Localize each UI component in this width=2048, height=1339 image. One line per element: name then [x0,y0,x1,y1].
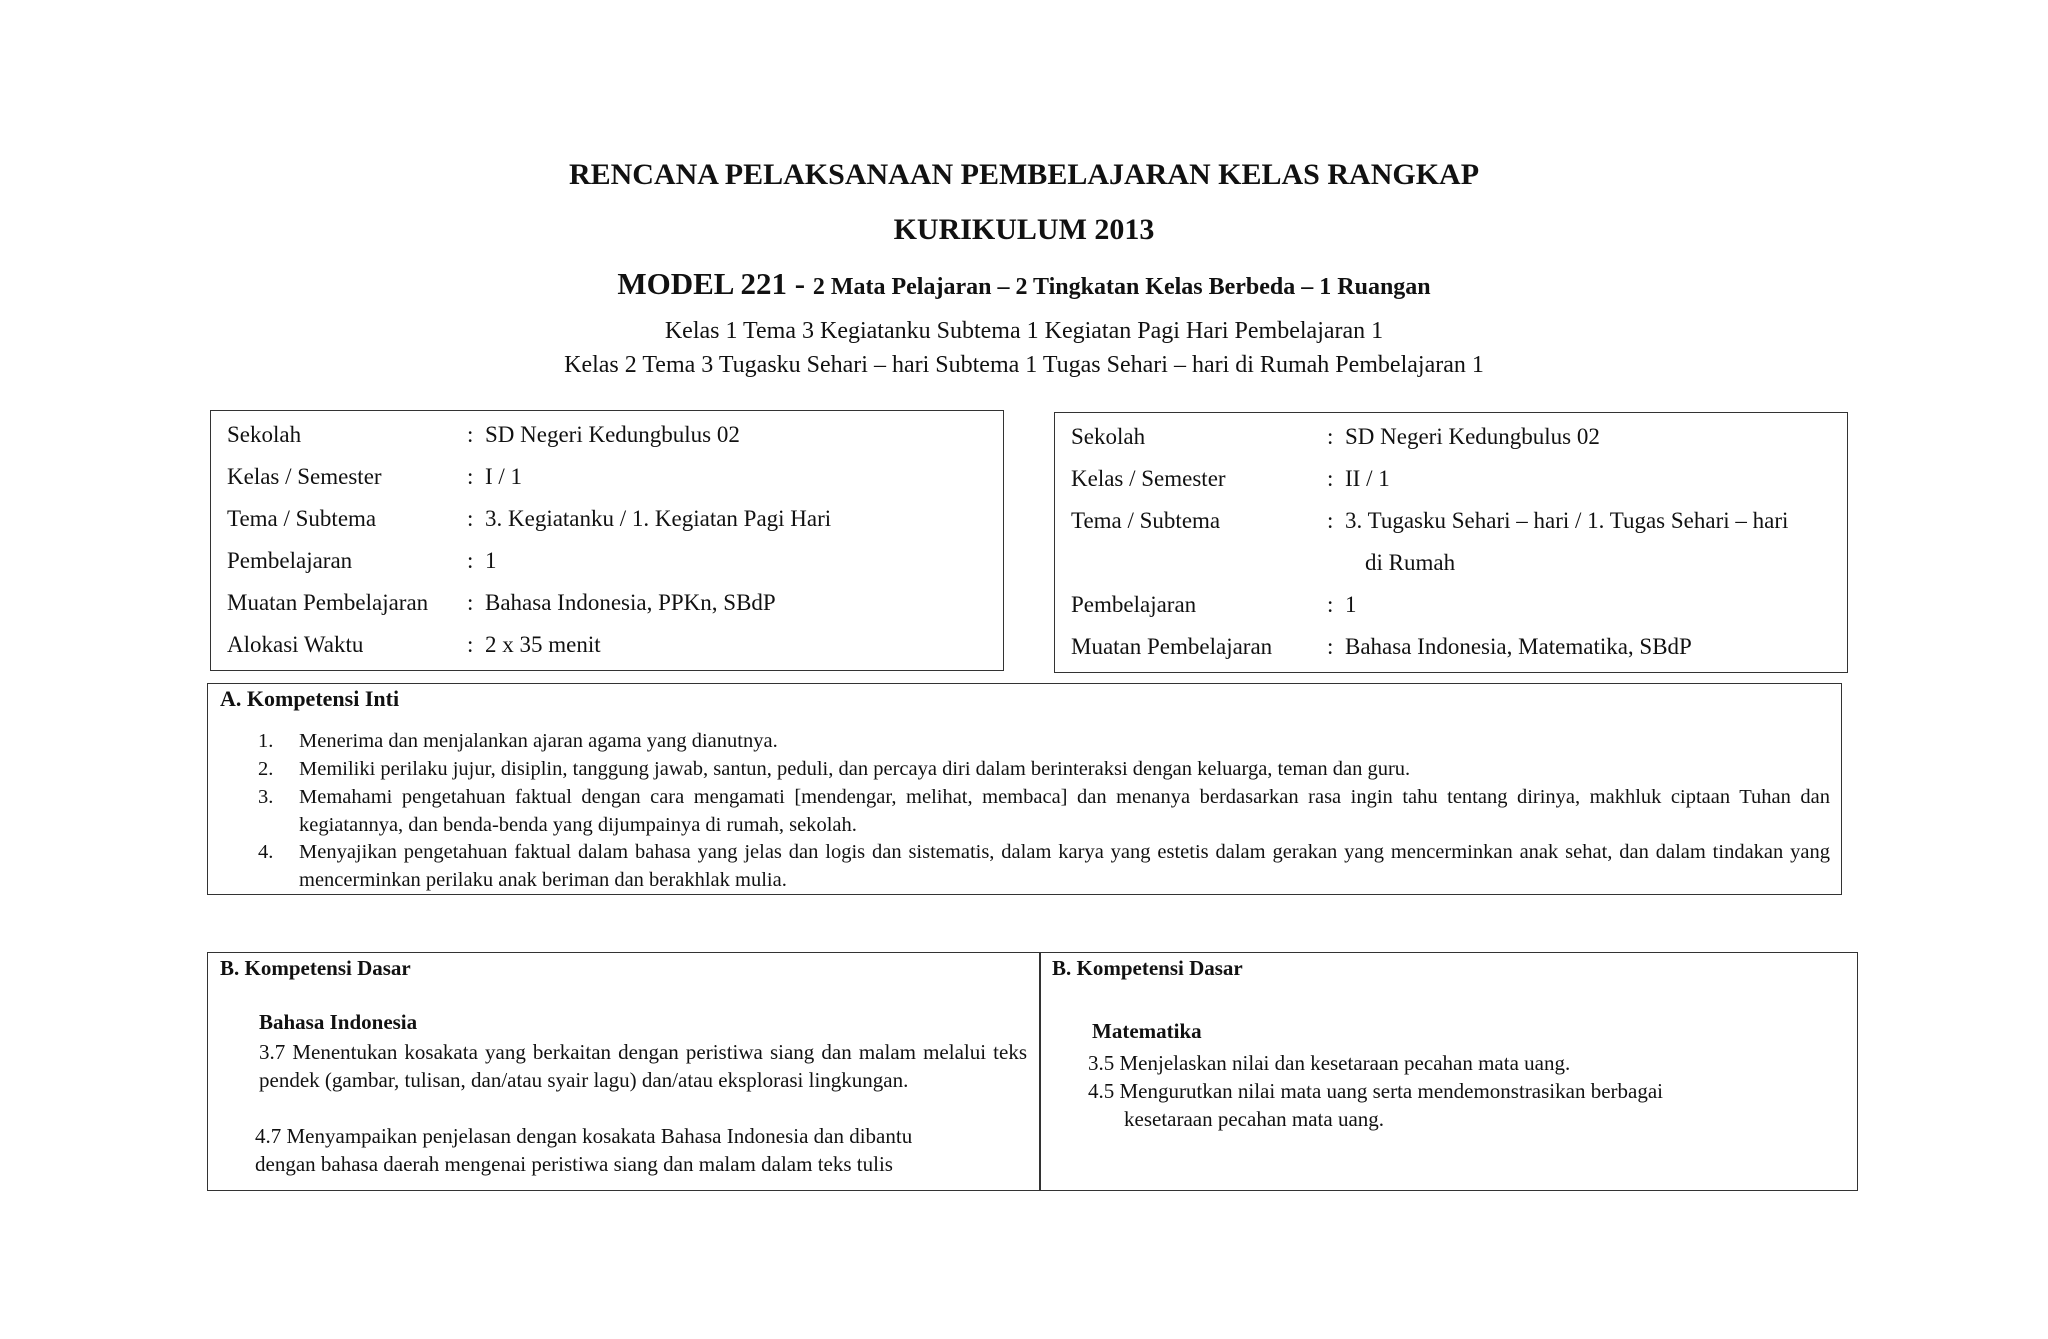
subject-matematika: Matematika [1092,1019,1202,1043]
info-colon: : [1327,508,1334,533]
subject-bahasa-indonesia: Bahasa Indonesia [259,1010,418,1034]
info-box-class1 [210,410,1004,671]
item-text: Menerima dan menjalankan ajaran agama yang dianutnya. [299,730,778,752]
info-label: Sekolah [227,422,302,447]
info-value: 1 [1345,592,1357,617]
info-label: Tema / Subtema [1071,508,1221,533]
info-colon: : [467,548,474,573]
info-label: Kelas / Semester [227,464,382,489]
item-number: 2. [258,758,274,780]
item-text: Memahami pengetahuan faktual dengan cara mengamati [mendengar, melihat, membaca] dan menanya berdasarkan rasa ingin tahu tentang dirinya, makhluk ciptaan Tuhan dan kegiatannya, dan benda-benda yang dijumpainya di rumah, sekolah. [299,786,1830,836]
kd-item-4-7-line2: dengan bahasa daerah mengenai peristiwa siang dan malam dalam teks tulis [255,1152,893,1176]
model-prefix: MODEL 221 - [617,266,813,301]
kompetensi-inti-heading: A. Kompetensi Inti [220,686,400,711]
kompetensi-dasar-heading-left: B. Kompetensi Dasar [220,956,411,980]
info-colon: : [467,590,474,615]
info-value-continuation: di Rumah [1365,550,1456,575]
kd-item-4-7-line1: 4.7 Menyampaikan penjelasan dengan kosakata Bahasa Indonesia dan dibantu [255,1124,913,1148]
kompetensi-inti-item [258,756,1830,784]
item-text: Menyajikan pengetahuan faktual dalam bahasa yang jelas dan logis dan sistematis, dalam karya yang estetis dalam gerakan yang mencerminkan anak sehat, dan dalam tindakan yang mencerminkan perilaku anak beriman dan berakhlak mulia. [299,841,1830,891]
info-value: Bahasa Indonesia, PPKn, SBdP [485,590,776,615]
info-value: 3. Tugasku Sehari – hari / 1. Tugas Sehari – hari [1345,508,1789,533]
info-label: Tema / Subtema [227,506,377,531]
class1-subtitle: Kelas 1 Tema 3 Kegiatanku Subtema 1 Kegiatan Pagi Hari Pembelajaran 1 [664,318,1384,344]
kompetensi-inti-item [258,839,1830,895]
info-colon: : [467,506,474,531]
info-value: Bahasa Indonesia, Matematika, SBdP [1345,634,1692,659]
kompetensi-inti-item [258,728,1830,756]
kd-item-3-5: 3.5 Menjelaskan nilai dan kesetaraan pecahan mata uang. [1088,1051,1571,1075]
info-label: Pembelajaran [1071,592,1197,617]
kompetensi-inti-item [258,784,1830,840]
info-value: I / 1 [485,464,523,489]
info-colon: : [1327,424,1334,449]
item-number: 1. [258,730,274,752]
info-colon: : [467,464,474,489]
info-value: SD Negeri Kedungbulus 02 [1345,424,1600,449]
item-text: Memiliki perilaku jujur, disiplin, tanggung jawab, santun, peduli, dan percaya diri dalam berinteraksi dengan keluarga, teman dan guru. [299,758,1411,780]
kd-item-4-5-line1: 4.5 Mengurutkan nilai mata uang serta mendemonstrasikan berbagai [1088,1079,1663,1103]
kd-item-3-7: 3.7 Menentukan kosakata yang berkaitan dengan peristiwa siang dan malam melalui teks pendek (gambar, tulisan, dan/atau syair lagu) dan/atau eksplorasi lingkungan. [259,1040,1027,1092]
info-value: 1 [485,548,497,573]
item-number: 4. [258,841,274,863]
info-colon: : [467,632,474,657]
info-label: Pembelajaran [227,548,353,573]
class2-subtitle: Kelas 2 Tema 3 Tugasku Sehari – hari Subtema 1 Tugas Sehari – hari di Rumah Pembelajaran 1 [564,352,1484,378]
info-label: Sekolah [1071,424,1146,449]
info-colon: : [1327,466,1334,491]
item-number: 3. [258,786,274,808]
curriculum-title: KURIKULUM 2013 [893,213,1155,246]
info-value: II / 1 [1345,466,1390,491]
model-description: 2 Mata Pelajaran – 2 Tingkatan Kelas Berbeda – 1 Ruangan [812,274,1431,300]
table-divider [1039,952,1041,1191]
info-label: Kelas / Semester [1071,466,1226,491]
info-colon: : [467,422,474,447]
info-label: Alokasi Waktu [227,632,364,657]
info-value: SD Negeri Kedungbulus 02 [485,422,740,447]
kompetensi-dasar-heading-right: B. Kompetensi Dasar [1052,956,1243,980]
info-label: Muatan Pembelajaran [227,590,429,615]
info-label: Muatan Pembelajaran [1071,634,1273,659]
document-title: RENCANA PELAKSANAAN PEMBELAJARAN KELAS RANGKAP [568,158,1480,191]
kd-item-4-5-line2: kesetaraan pecahan mata uang. [1124,1107,1385,1131]
info-colon: : [1327,592,1334,617]
model-title [0,266,2048,302]
info-box-class2 [1054,412,1848,673]
info-colon: : [1327,634,1334,659]
info-value: 3. Kegiatanku / 1. Kegiatan Pagi Hari [485,506,832,531]
info-value: 2 x 35 menit [485,632,601,657]
